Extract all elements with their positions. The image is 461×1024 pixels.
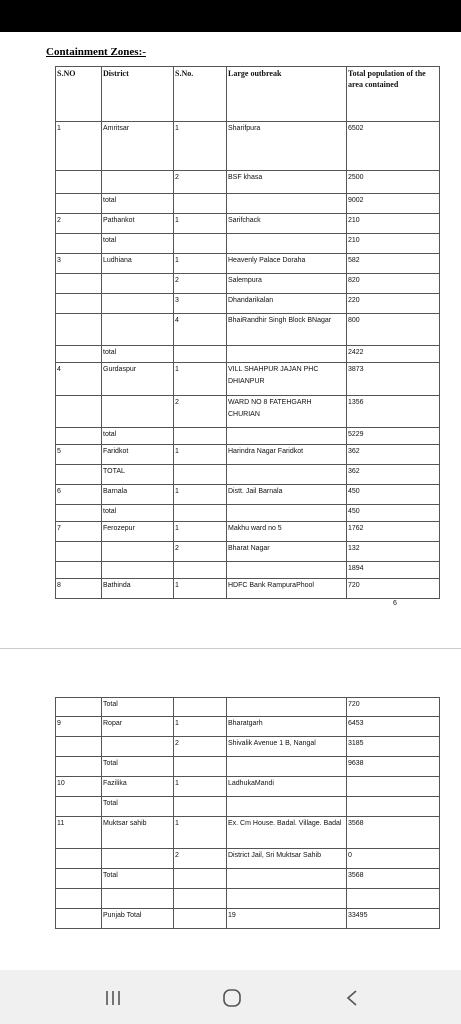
cell-population: 2500 <box>347 171 440 194</box>
cell-sno: 10 <box>56 777 102 797</box>
cell-outbreak: Heavenly Palace Doraha <box>227 254 347 274</box>
table-row <box>56 445 440 465</box>
status-bar <box>0 0 461 32</box>
cell-sno: 8 <box>56 579 102 599</box>
cell-district: Amritsar <box>102 122 174 171</box>
header-sno: S.NO <box>56 67 102 122</box>
cell-sub-sno <box>174 909 227 929</box>
cell-outbreak: Bharat Nagar <box>227 542 347 562</box>
header-total-population: Total population of the area contained <box>347 67 440 122</box>
cell-sno <box>56 346 102 363</box>
cell-sno <box>56 869 102 889</box>
cell-district: TOTAL <box>102 465 174 485</box>
cell-sno: 3 <box>56 254 102 274</box>
cell-population: 3568 <box>347 869 440 889</box>
table-row <box>56 817 440 849</box>
cell-outbreak <box>227 465 347 485</box>
cell-population: 450 <box>347 505 440 522</box>
cell-population: 820 <box>347 274 440 294</box>
cell-population <box>347 889 440 909</box>
cell-district: total <box>102 346 174 363</box>
cell-district <box>102 889 174 909</box>
table-row <box>56 194 440 214</box>
cell-district <box>102 171 174 194</box>
cell-sub-sno: 1 <box>174 777 227 797</box>
cell-sub-sno <box>174 465 227 485</box>
header-district: District <box>102 67 174 122</box>
cell-population: 6502 <box>347 122 440 171</box>
cell-population: 6453 <box>347 717 440 737</box>
back-icon[interactable] <box>342 988 362 1008</box>
cell-sub-sno <box>174 889 227 909</box>
table-row <box>56 717 440 737</box>
table-row <box>56 396 440 428</box>
cell-outbreak: Sharifpura <box>227 122 347 171</box>
cell-district: Ludhiana <box>102 254 174 274</box>
table-row <box>56 428 440 445</box>
cell-population: 1894 <box>347 562 440 579</box>
cell-outbreak: Ex. Cm House. Badal. Village. Badal <box>227 817 347 849</box>
cell-sub-sno: 4 <box>174 314 227 346</box>
cell-sub-sno: 1 <box>174 817 227 849</box>
table-row <box>56 849 440 869</box>
cell-sub-sno: 2 <box>174 274 227 294</box>
cell-outbreak: Shivalik Avenue 1 B, Nangal <box>227 737 347 757</box>
cell-district: total <box>102 428 174 445</box>
cell-sno: 7 <box>56 522 102 542</box>
cell-district: total <box>102 194 174 214</box>
cell-district <box>102 396 174 428</box>
cell-outbreak: Makhu ward no 5 <box>227 522 347 542</box>
table-row <box>56 562 440 579</box>
cell-population: 3185 <box>347 737 440 757</box>
cell-district: Ropar <box>102 717 174 737</box>
home-icon[interactable] <box>220 988 244 1008</box>
cell-outbreak: BhaiRandhir Singh Block BNagar <box>227 314 347 346</box>
cell-outbreak <box>227 698 347 717</box>
cell-outbreak <box>227 797 347 817</box>
cell-population: 9638 <box>347 757 440 777</box>
cell-sub-sno: 2 <box>174 542 227 562</box>
cell-sno <box>56 294 102 314</box>
cell-sno <box>56 797 102 817</box>
table-row <box>56 869 440 889</box>
cell-sub-sno <box>174 698 227 717</box>
table-row <box>56 522 440 542</box>
cell-sno <box>56 698 102 717</box>
cell-population: 362 <box>347 445 440 465</box>
cell-population: 1762 <box>347 522 440 542</box>
table-row <box>56 797 440 817</box>
cell-sno: 11 <box>56 817 102 849</box>
cell-population: 3568 <box>347 817 440 849</box>
cell-population: 210 <box>347 234 440 254</box>
containment-table-page-2 <box>55 697 440 929</box>
cell-outbreak: Dhandarikalan <box>227 294 347 314</box>
cell-outbreak <box>227 869 347 889</box>
cell-sno: 9 <box>56 717 102 737</box>
cell-outbreak: Bharatgarh <box>227 717 347 737</box>
cell-outbreak <box>227 234 347 254</box>
cell-population: 362 <box>347 465 440 485</box>
cell-sub-sno <box>174 562 227 579</box>
table-row <box>56 171 440 194</box>
table-row <box>56 542 440 562</box>
cell-district: Total <box>102 698 174 717</box>
cell-outbreak <box>227 346 347 363</box>
page-divider <box>0 648 461 649</box>
cell-district: Fazilika <box>102 777 174 797</box>
table-row <box>56 254 440 274</box>
cell-district <box>102 274 174 294</box>
cell-outbreak <box>227 505 347 522</box>
cell-outbreak: Sarifchack <box>227 214 347 234</box>
cell-population: 9002 <box>347 194 440 214</box>
cell-sub-sno: 2 <box>174 396 227 428</box>
cell-district: Muktsar sahib <box>102 817 174 849</box>
table-row <box>56 757 440 777</box>
table-row <box>56 698 440 717</box>
cell-sno <box>56 274 102 294</box>
cell-sno <box>56 428 102 445</box>
cell-sno: 4 <box>56 363 102 396</box>
cell-sno <box>56 542 102 562</box>
table-row <box>56 777 440 797</box>
table-row <box>56 294 440 314</box>
table-row <box>56 214 440 234</box>
table-row <box>56 314 440 346</box>
cell-sub-sno <box>174 194 227 214</box>
page-number: 6 <box>393 600 397 607</box>
cell-district: Punjab Total <box>102 909 174 929</box>
cell-sub-sno <box>174 505 227 522</box>
cell-sno <box>56 505 102 522</box>
cell-population: 800 <box>347 314 440 346</box>
cell-outbreak: BSF khasa <box>227 171 347 194</box>
cell-sub-sno: 1 <box>174 214 227 234</box>
cell-sub-sno: 1 <box>174 363 227 396</box>
cell-sno <box>56 757 102 777</box>
cell-outbreak: VILL SHAHPUR JAJAN PHC DHIANPUR <box>227 363 347 396</box>
cell-sub-sno: 1 <box>174 254 227 274</box>
cell-outbreak: HDFC Bank RampuraPhool <box>227 579 347 599</box>
recents-icon[interactable] <box>102 988 124 1008</box>
cell-sub-sno <box>174 869 227 889</box>
cell-outbreak <box>227 889 347 909</box>
cell-sub-sno <box>174 757 227 777</box>
cell-population: 582 <box>347 254 440 274</box>
cell-district: Gurdaspur <box>102 363 174 396</box>
cell-district <box>102 294 174 314</box>
cell-sno <box>56 737 102 757</box>
cell-district <box>102 562 174 579</box>
cell-district: Barnala <box>102 485 174 505</box>
cell-district <box>102 314 174 346</box>
cell-sno: 6 <box>56 485 102 505</box>
cell-population: 0 <box>347 849 440 869</box>
cell-outbreak: District Jail, Sri Muktsar Sahib <box>227 849 347 869</box>
cell-population: 1356 <box>347 396 440 428</box>
cell-sno <box>56 234 102 254</box>
table-row <box>56 346 440 363</box>
cell-district: total <box>102 234 174 254</box>
cell-sub-sno: 2 <box>174 849 227 869</box>
cell-sno <box>56 171 102 194</box>
table-row <box>56 465 440 485</box>
table-row <box>56 889 440 909</box>
cell-sno: 2 <box>56 214 102 234</box>
cell-population: 5229 <box>347 428 440 445</box>
cell-sub-sno <box>174 346 227 363</box>
cell-district <box>102 849 174 869</box>
header-large-outbreak: Large outbreak <box>227 67 347 122</box>
cell-district: total <box>102 505 174 522</box>
cell-population: 210 <box>347 214 440 234</box>
cell-population: 132 <box>347 542 440 562</box>
table-row <box>56 485 440 505</box>
cell-sub-sno: 1 <box>174 122 227 171</box>
table-row <box>56 274 440 294</box>
cell-sno <box>56 889 102 909</box>
cell-sno <box>56 314 102 346</box>
cell-outbreak <box>227 562 347 579</box>
table-row <box>56 363 440 396</box>
cell-sno <box>56 849 102 869</box>
cell-sub-sno: 3 <box>174 294 227 314</box>
containment-table-page-1 <box>55 66 440 599</box>
cell-outbreak: Harindra Nagar Faridkot <box>227 445 347 465</box>
cell-population: 720 <box>347 698 440 717</box>
cell-sno <box>56 909 102 929</box>
header-sub-sno: S.No. <box>174 67 227 122</box>
cell-sub-sno: 2 <box>174 171 227 194</box>
cell-outbreak: LadhukaMandi <box>227 777 347 797</box>
cell-district: Pathankot <box>102 214 174 234</box>
cell-district: Ferozepur <box>102 522 174 542</box>
cell-outbreak: Salempura <box>227 274 347 294</box>
cell-sno <box>56 194 102 214</box>
cell-sno <box>56 396 102 428</box>
table-row <box>56 737 440 757</box>
cell-population: 3873 <box>347 363 440 396</box>
cell-district <box>102 542 174 562</box>
cell-sno <box>56 465 102 485</box>
cell-population: 33495 <box>347 909 440 929</box>
cell-sno: 5 <box>56 445 102 465</box>
cell-population: 220 <box>347 294 440 314</box>
cell-sno <box>56 562 102 579</box>
cell-outbreak <box>227 194 347 214</box>
table-row <box>56 122 440 171</box>
cell-sub-sno: 1 <box>174 485 227 505</box>
cell-sno: 1 <box>56 122 102 171</box>
cell-population: 450 <box>347 485 440 505</box>
cell-population <box>347 777 440 797</box>
cell-sub-sno: 2 <box>174 737 227 757</box>
cell-outbreak: WARD NO 8 FATEHGARH CHURIAN <box>227 396 347 428</box>
cell-population: 2422 <box>347 346 440 363</box>
cell-district: Faridkot <box>102 445 174 465</box>
table-row <box>56 505 440 522</box>
cell-sub-sno: 1 <box>174 717 227 737</box>
cell-sub-sno: 1 <box>174 579 227 599</box>
cell-district: Bathinda <box>102 579 174 599</box>
cell-outbreak <box>227 428 347 445</box>
cell-population: 720 <box>347 579 440 599</box>
cell-district: Total <box>102 757 174 777</box>
cell-outbreak: Distt. Jail Barnala <box>227 485 347 505</box>
cell-district <box>102 737 174 757</box>
cell-sub-sno <box>174 797 227 817</box>
cell-sub-sno: 1 <box>174 522 227 542</box>
cell-outbreak: 19 <box>227 909 347 929</box>
cell-sub-sno <box>174 428 227 445</box>
cell-district: Total <box>102 797 174 817</box>
cell-population <box>347 797 440 817</box>
cell-sub-sno: 1 <box>174 445 227 465</box>
cell-outbreak <box>227 757 347 777</box>
table-row <box>56 909 440 929</box>
table-row <box>56 234 440 254</box>
table-row <box>56 579 440 599</box>
cell-district: Total <box>102 869 174 889</box>
page-title: Containment Zones:- <box>46 46 146 58</box>
cell-sub-sno <box>174 234 227 254</box>
